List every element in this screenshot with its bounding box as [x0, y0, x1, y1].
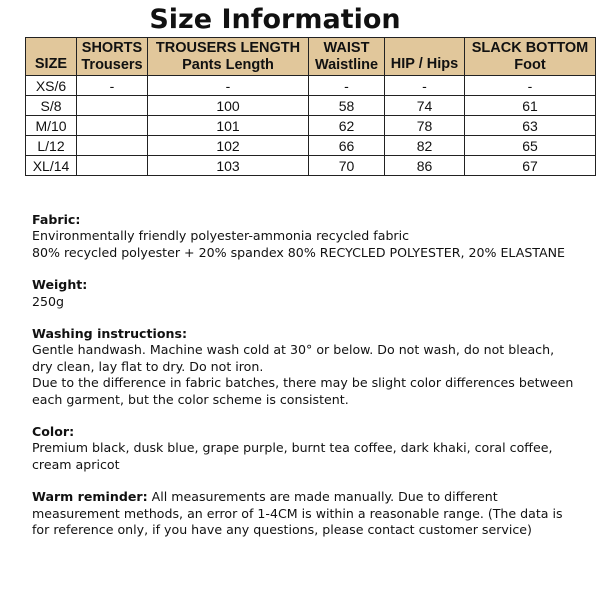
cell-waist: 70: [309, 156, 385, 176]
size-table: [25, 37, 596, 176]
cell-slack-bottom: 65: [465, 136, 596, 156]
cell-size: M/10: [26, 116, 77, 136]
cell-slack-bottom: 63: [465, 116, 596, 136]
cell-hip: 82: [385, 136, 465, 156]
cell-hip: 86: [385, 156, 465, 176]
washing-label: Washing instructions:: [32, 326, 188, 342]
washing-section: [32, 326, 577, 408]
cell-hip: 74: [385, 96, 465, 116]
header-hip: [385, 38, 465, 76]
header-waist-line2: Waistline: [314, 56, 379, 73]
fabric-label: Fabric:: [32, 212, 81, 227]
table-row: [26, 156, 596, 176]
header-size: [26, 38, 77, 76]
header-waist-line1: WAIST: [323, 39, 370, 56]
cell-waist: -: [309, 76, 385, 96]
cell-waist: 58: [309, 96, 385, 116]
reminder-text: [32, 489, 577, 538]
cell-size: S/8: [26, 96, 77, 116]
cell-shorts: [77, 156, 148, 176]
color-label: Color:: [32, 424, 75, 440]
page-title: Size Information: [149, 4, 401, 35]
header-slack-bottom: [465, 38, 596, 76]
color-value: Premium black, dusk blue, grape purple, burnt tea coffee, dark khaki, coral coffee, cream apricot: [32, 440, 553, 472]
table-row: [26, 116, 596, 136]
product-info: [32, 212, 577, 539]
color-section: [32, 424, 577, 473]
cell-shorts: [77, 96, 148, 116]
header-waist: [309, 38, 385, 76]
cell-trousers-length: -: [148, 76, 309, 96]
header-hip-label: HIP / Hips: [390, 56, 459, 72]
header-trousers-line1: TROUSERS LENGTH: [155, 39, 301, 56]
table-row: [26, 136, 596, 156]
cell-waist: 66: [309, 136, 385, 156]
washing-line2: Due to the difference in fabric batches, there may be slight color differences between each garment, but the color scheme is consistent.: [32, 375, 574, 407]
cell-waist: 62: [309, 116, 385, 136]
table-row: [26, 76, 596, 96]
header-shorts-line2: Trousers: [81, 56, 143, 73]
header-trousers-length: [148, 38, 309, 76]
reminder-label: Warm reminder:: [32, 489, 148, 505]
weight-label: Weight:: [32, 277, 88, 293]
cell-trousers-length: 103: [148, 156, 309, 176]
cell-trousers-length: 102: [148, 136, 309, 156]
cell-size: XL/14: [26, 156, 77, 176]
header-shorts-line1: SHORTS: [81, 39, 143, 56]
cell-shorts: -: [77, 76, 148, 96]
cell-slack-bottom: -: [465, 76, 596, 96]
cell-size: L/12: [26, 136, 77, 156]
header-size-label: SIZE: [34, 56, 68, 72]
fabric-line2: 80% recycled polyester + 20% spandex 80% RECYCLED POLYESTER, 20% ELASTANE: [32, 244, 566, 260]
table-header-row: [26, 38, 596, 76]
cell-trousers-length: 101: [148, 116, 309, 136]
fabric-section: [32, 212, 577, 261]
cell-size: XS/6: [26, 76, 77, 96]
header-slack-line1: SLACK BOTTOM: [471, 39, 589, 56]
reminder-value: All measurements are made manually. Due to different measurement methods, an error of 1-4CM is within a reasonable range. (The data is for reference only, if you have any questions, please contact customer service): [32, 489, 563, 538]
fabric-line1: Environmentally friendly polyester-ammonia recycled fabric: [32, 228, 410, 244]
cell-hip: -: [385, 76, 465, 96]
cell-hip: 78: [385, 116, 465, 136]
weight-value: 250g: [32, 293, 65, 309]
cell-slack-bottom: 67: [465, 156, 596, 176]
header-trousers-line2: Pants Length: [182, 56, 274, 73]
header-slack-line2: Foot: [514, 56, 546, 73]
washing-line1: Gentle handwash. Machine wash cold at 30° or below. Do not wash, do not bleach, dry clean, lay flat to dry. Do not iron.: [32, 342, 555, 374]
weight-section: [32, 277, 577, 310]
cell-trousers-length: 100: [148, 96, 309, 116]
table-row: [26, 96, 596, 116]
reminder-section: [32, 489, 577, 538]
cell-shorts: [77, 136, 148, 156]
header-shorts: [77, 38, 148, 76]
cell-slack-bottom: 61: [465, 96, 596, 116]
cell-shorts: [77, 116, 148, 136]
